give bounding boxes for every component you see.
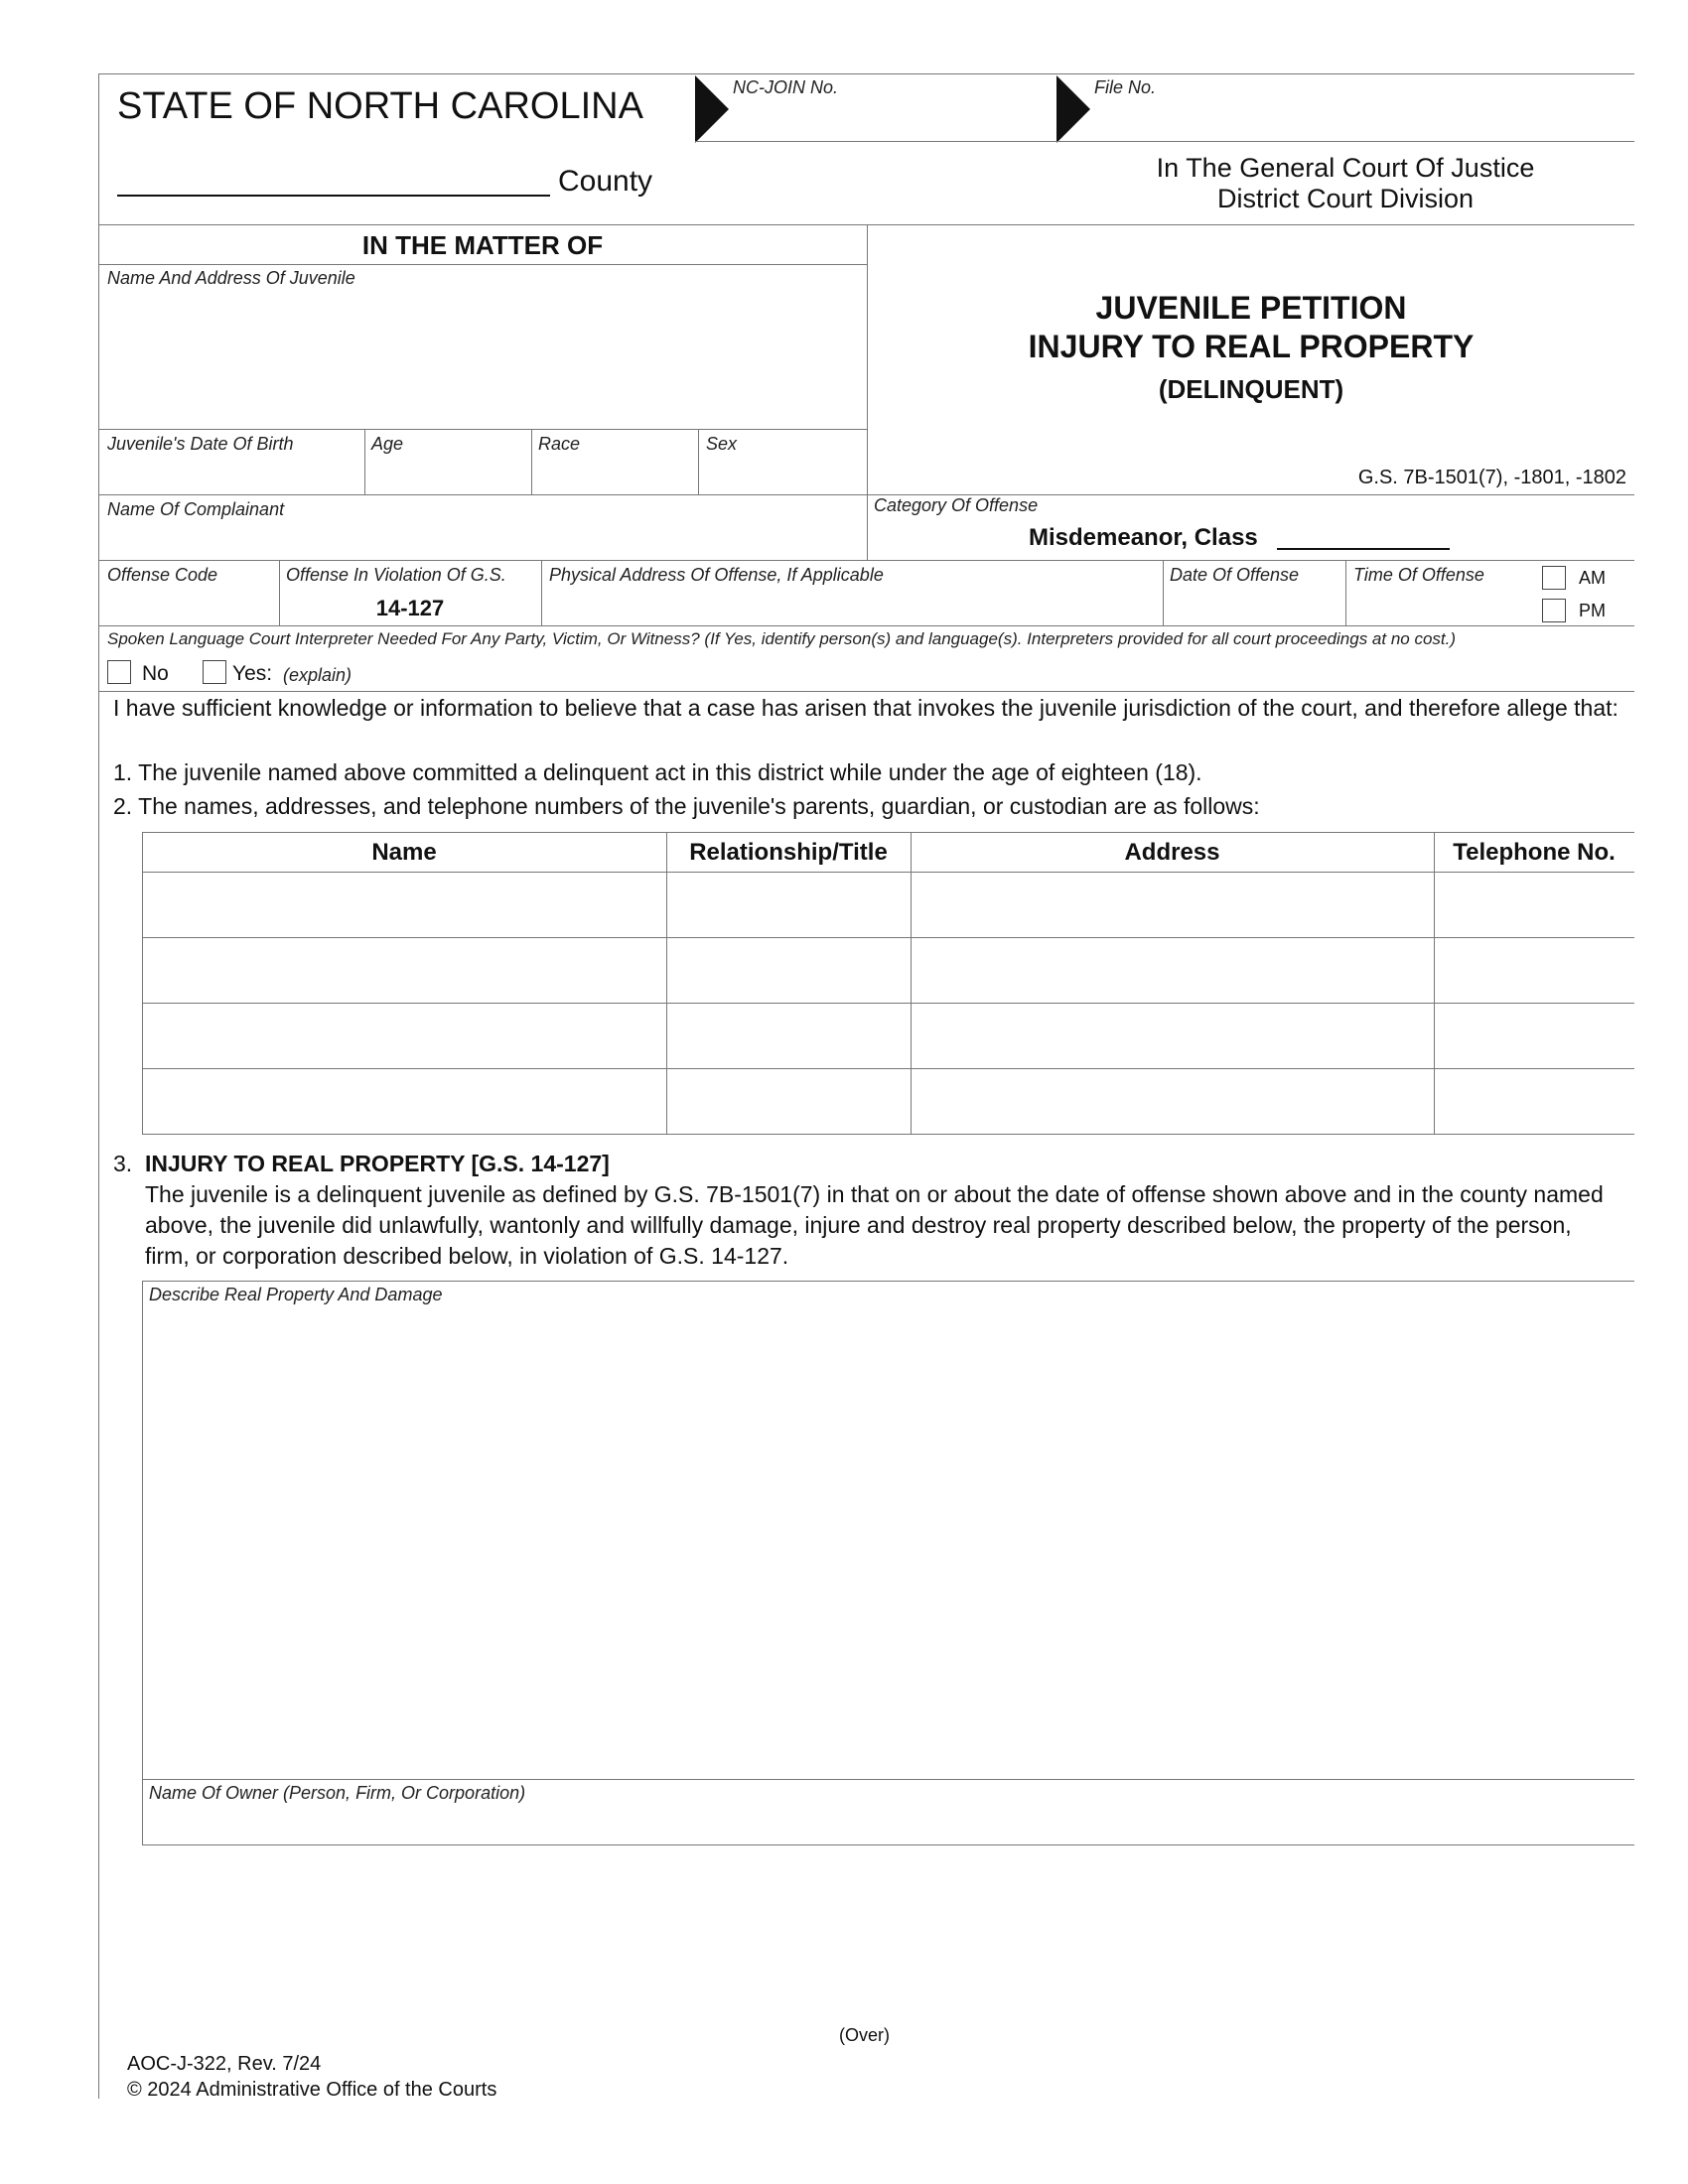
pm-label: PM	[1579, 601, 1606, 620]
table-top-line	[142, 832, 1634, 833]
table-row[interactable]	[145, 875, 1632, 934]
interpreter-no-checkbox[interactable]	[107, 660, 131, 684]
age-field[interactable]	[369, 457, 526, 490]
section-3-number: 3.	[113, 1151, 133, 1176]
class-blank[interactable]	[1277, 546, 1450, 550]
statute-citation: G.S. 7B-1501(7), -1801, -1802	[1357, 467, 1626, 488]
matter-divider	[867, 224, 868, 560]
allegations-top-line	[98, 691, 1634, 692]
category-label: Category Of Offense	[874, 495, 1039, 515]
interpreter-explain-field[interactable]	[377, 657, 1628, 687]
section-3-body: The juvenile is a delinquent juvenile as defined by G.S. 7B-1501(7) in that on or about the date of offense shown above and in the county named above, the juvenile did unlawfully, wantonly and willfully damage, injure and destroy real property described below, the property of the person, firm, or corporation described below, in violation of G.S. 14-127.	[145, 1181, 1604, 1269]
category-value: Misdemeanor, Class	[1029, 524, 1258, 551]
table-bottom-line	[142, 1134, 1634, 1135]
am-checkbox[interactable]	[1542, 566, 1566, 590]
court-line-2: District Court Division	[1216, 184, 1475, 213]
offense-divider-4	[1345, 560, 1346, 625]
describe-property-field[interactable]	[147, 1308, 1630, 1775]
form-title-line3: (DELINQUENT)	[1158, 374, 1344, 404]
court-line-1: In The General Court Of Justice	[1156, 153, 1535, 183]
column-header-telephone: Telephone No.	[1453, 839, 1616, 866]
file-no-field[interactable]	[1096, 99, 1632, 139]
owner-field[interactable]	[147, 1807, 1630, 1841]
describe-property-label: Describe Real Property And Damage	[149, 1285, 443, 1304]
table-row[interactable]	[145, 1006, 1632, 1065]
column-header-relationship: Relationship/Title	[689, 839, 888, 866]
dob-label: Juvenile's Date Of Birth	[107, 434, 294, 454]
offense-divider-3	[1163, 560, 1164, 625]
nc-join-label: NC-JOIN No.	[733, 77, 839, 97]
offense-code-label: Offense Code	[107, 565, 218, 585]
section-3-heading: INJURY TO REAL PROPERTY [G.S. 14-127]	[145, 1151, 610, 1176]
offense-divider-2	[541, 560, 542, 625]
age-label: Age	[371, 434, 404, 454]
nc-join-field[interactable]	[735, 99, 1053, 139]
table-row[interactable]	[145, 1071, 1632, 1131]
form-number: AOC-J-322, Rev. 7/24	[127, 2053, 322, 2075]
describe-top-line	[142, 1281, 1634, 1282]
race-label: Race	[538, 434, 581, 454]
date-of-offense-field[interactable]	[1168, 588, 1342, 621]
matter-mid-line	[98, 429, 867, 430]
sex-label: Sex	[706, 434, 738, 454]
interpreter-question: Spoken Language Court Interpreter Needed For Any Party, Victim, Or Witness? (If Yes, identify person(s) and language(s). Interpreters provided for all court proceedings at no cost.)	[107, 629, 1457, 648]
race-field[interactable]	[536, 457, 693, 490]
time-of-offense-field[interactable]	[1350, 588, 1535, 621]
owner-bottom-line	[142, 1844, 1634, 1845]
county-blank[interactable]	[117, 193, 550, 197]
interpreter-no-label: No	[142, 662, 169, 685]
table-header-line	[142, 872, 1634, 873]
nc-join-arrow-icon	[695, 75, 729, 143]
complainant-field[interactable]	[103, 522, 862, 556]
interpreter-explain-label: (explain)	[283, 665, 352, 685]
complainant-top-line	[98, 494, 1634, 495]
age-divider	[531, 429, 532, 494]
matter-heading: IN THE MATTER OF	[361, 230, 604, 260]
describe-left-line	[142, 1281, 143, 1844]
interpreter-top-line	[98, 625, 1634, 626]
dob-divider	[364, 429, 365, 494]
column-header-address: Address	[1124, 839, 1220, 866]
form-title-line1: JUVENILE PETITION	[1095, 290, 1407, 326]
table-row-line-1	[142, 937, 1634, 938]
owner-top-line	[142, 1779, 1634, 1780]
complainant-label: Name Of Complainant	[107, 499, 285, 519]
county-label: County	[558, 165, 653, 198]
name-address-field[interactable]	[103, 292, 862, 427]
table-row-line-2	[142, 1003, 1634, 1004]
allegation-intro: I have sufficient knowledge or information to believe that a case has arisen that invokes the juvenile jurisdiction of the court, and therefore allege that:	[113, 695, 1618, 721]
owner-label: Name Of Owner (Person, Firm, Or Corporation)	[149, 1783, 526, 1803]
physical-address-field[interactable]	[546, 588, 1158, 621]
violation-label: Offense In Violation Of G.S.	[286, 565, 506, 585]
sex-field[interactable]	[703, 457, 862, 490]
over-label: (Over)	[839, 2025, 890, 2045]
table-row-line-3	[142, 1068, 1634, 1069]
file-no-label: File No.	[1094, 77, 1157, 97]
offense-code-field[interactable]	[103, 588, 274, 621]
dob-field[interactable]	[103, 457, 359, 490]
table-left-line	[142, 832, 143, 1134]
file-no-arrow-icon	[1056, 75, 1090, 143]
name-address-label: Name And Address Of Juvenile	[107, 268, 355, 288]
top-border	[98, 73, 1634, 74]
interpreter-yes-checkbox[interactable]	[203, 660, 226, 684]
offense-top-line	[98, 560, 1634, 561]
violation-value: 14-127	[375, 596, 445, 620]
allegation-item-2: 2. The names, addresses, and telephone numbers of the juvenile's parents, guardian, or custodian are as follows:	[113, 793, 1260, 819]
form-title-line2: INJURY TO REAL PROPERTY	[1028, 329, 1475, 364]
date-of-offense-label: Date Of Offense	[1170, 565, 1300, 585]
matter-heading-line	[98, 264, 867, 265]
interpreter-yes-label: Yes:	[232, 662, 273, 685]
state-title: STATE OF NORTH CAROLINA	[117, 85, 643, 127]
copyright: © 2024 Administrative Office of the Courts	[127, 2079, 497, 2101]
allegation-item-1: 1. The juvenile named above committed a delinquent act in this district while under the age of eighteen (18).	[113, 759, 1202, 785]
physical-address-label: Physical Address Of Offense, If Applicable	[549, 565, 884, 585]
pm-checkbox[interactable]	[1542, 599, 1566, 622]
table-row[interactable]	[145, 940, 1632, 1000]
column-header-name: Name	[371, 839, 437, 866]
time-of-offense-label: Time Of Offense	[1353, 565, 1484, 585]
header-line	[695, 141, 1634, 142]
race-divider	[698, 429, 699, 494]
am-label: AM	[1579, 568, 1606, 588]
left-border	[98, 73, 99, 2099]
